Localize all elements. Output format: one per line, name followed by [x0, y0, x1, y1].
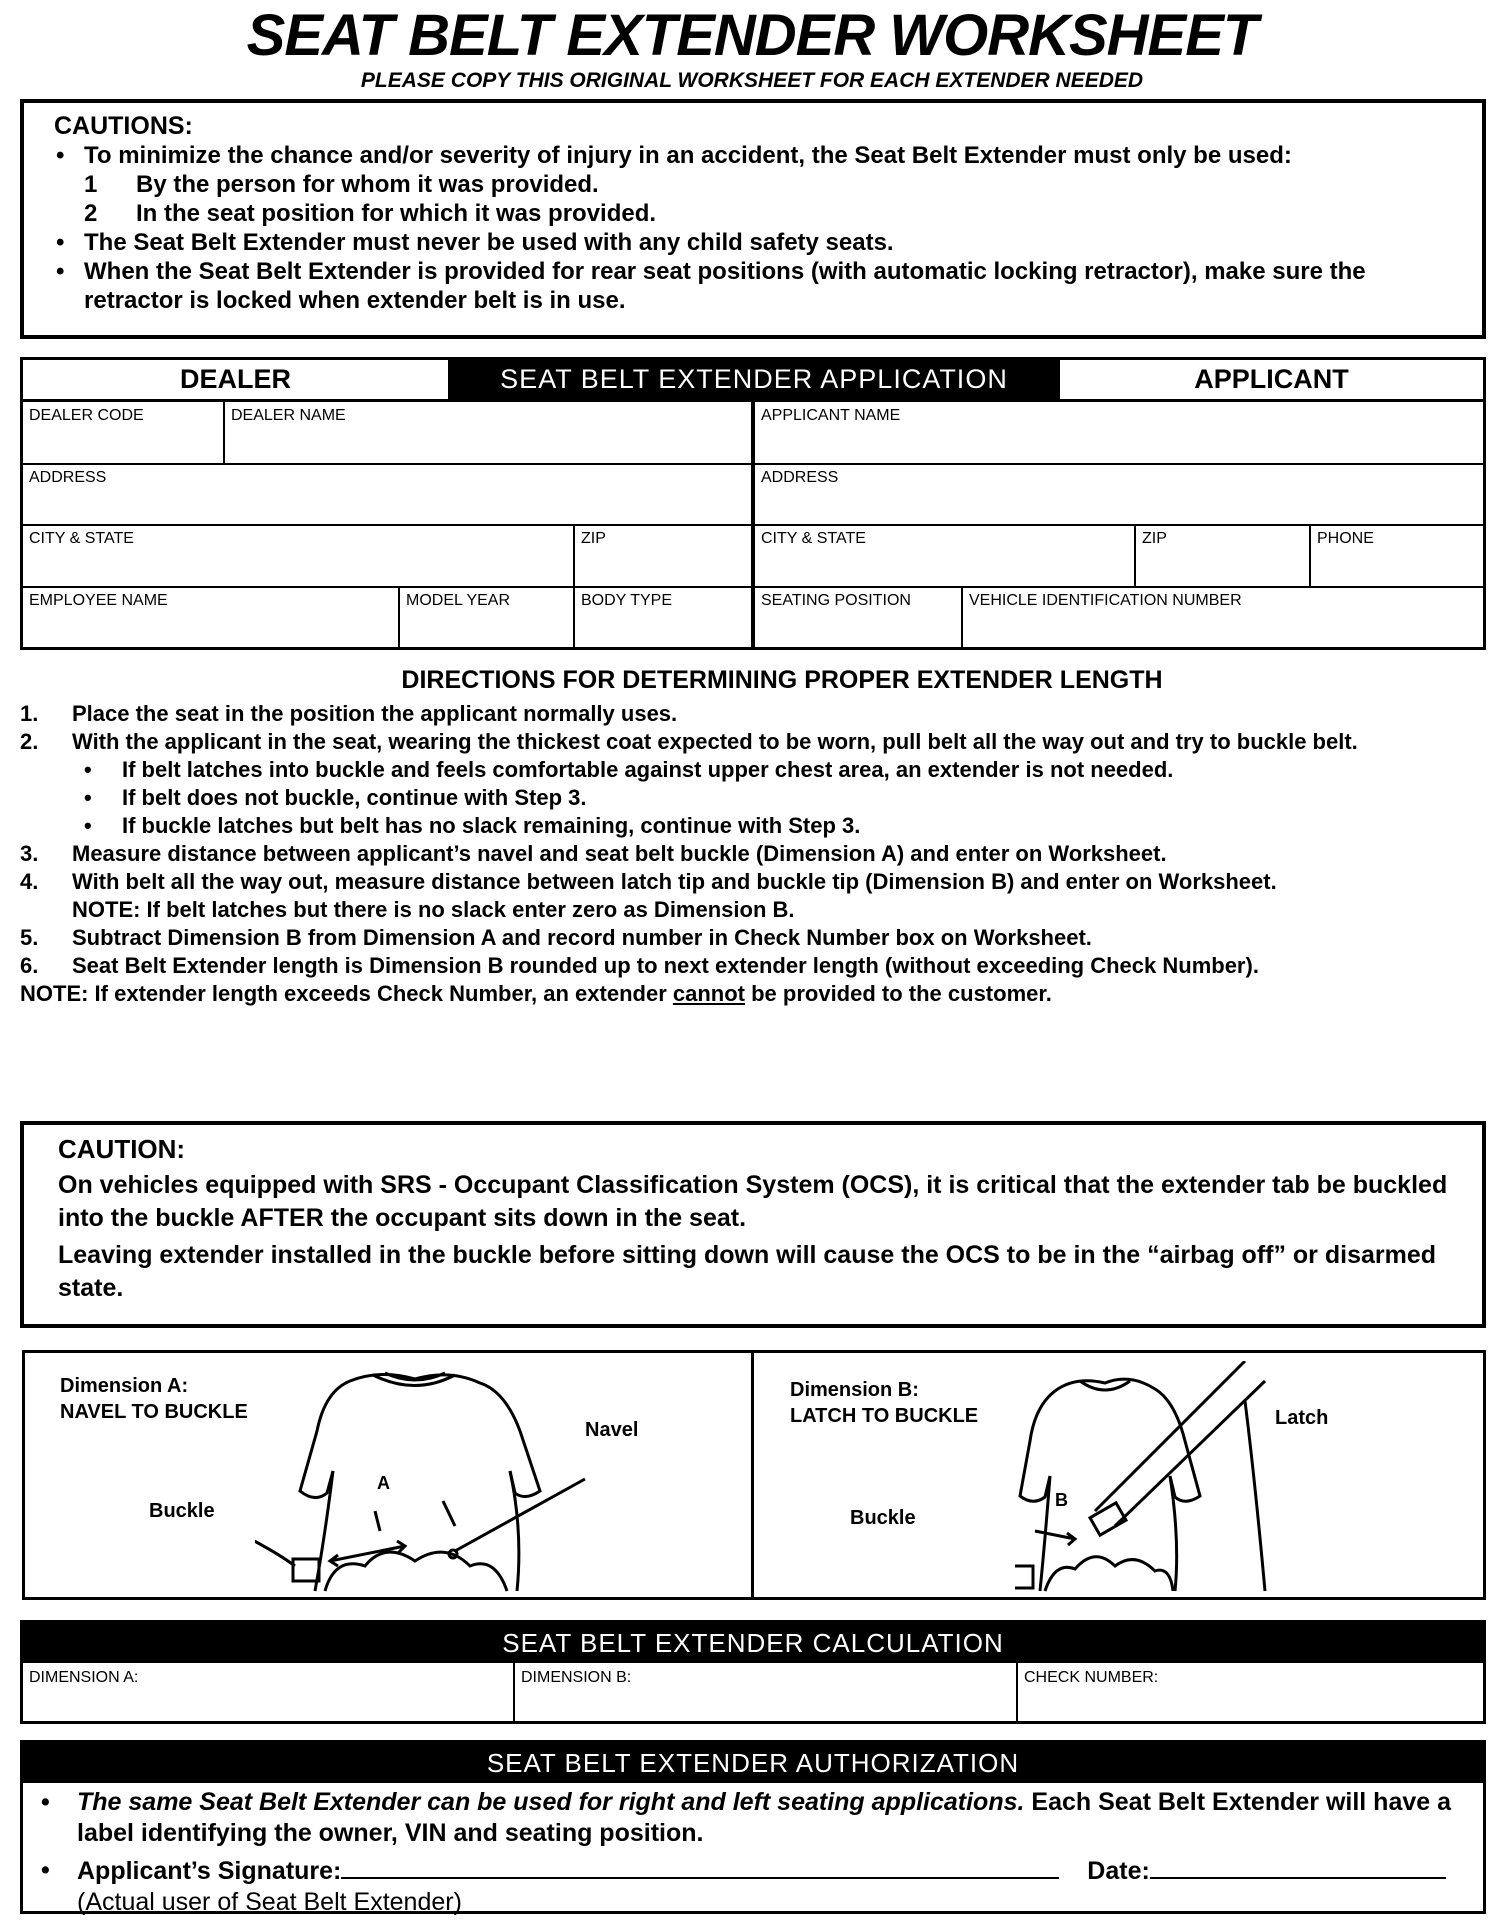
phone-field[interactable]: PHONE	[1317, 530, 1374, 547]
caution-item	[54, 257, 1452, 315]
ocs-caution-text: On vehicles equipped with SRS - Occupant Classification System (OCS), it is critical that the extender tab be buckled into the buckle AFTER the occupant sits down in the seat.	[58, 1171, 1448, 1232]
caution-text: The Seat Belt Extender must never be used with any child safety seats.	[84, 229, 894, 256]
direction-step	[20, 952, 1270, 980]
applicant-header: APPLICANT	[1194, 364, 1349, 394]
buckle-label: Buckle	[149, 1500, 215, 1522]
torso-b-illustration	[1015, 1361, 1275, 1597]
dealer-code-field[interactable]: DEALER CODE	[29, 407, 144, 424]
authorization-text: Each Seat Belt Extender will have a label identifying the owner, VIN and seating position.	[77, 1788, 1452, 1847]
step-text: Subtract Dimension B from Dimension A and record number in Check Number box on Worksheet.	[72, 925, 1092, 950]
step-number: 3.	[20, 841, 39, 866]
ocs-caution-box	[20, 1121, 1486, 1328]
calculation-table	[20, 1620, 1486, 1724]
directions-note	[20, 980, 1490, 1008]
date-label: Date:	[1087, 1857, 1150, 1885]
step-text: With the applicant in the seat, wearing the thickest coat expected to be worn, pull belt all the way out and try to buckle belt.	[72, 729, 1358, 754]
direction-bullet: • If belt latches into buckle and feels comfortable against upper chest area, an extender is not needed.	[20, 756, 1490, 784]
applicant-name-field[interactable]: APPLICANT NAME	[761, 407, 901, 424]
signature-label: Applicant’s Signature:	[77, 1857, 342, 1885]
dimension-a-subtitle: NAVEL TO BUCKLE	[60, 1401, 248, 1423]
check-number-field[interactable]: CHECK NUMBER:	[1024, 1669, 1159, 1686]
step-note: NOTE: If belt latches but there is no slack enter zero as Dimension B.	[72, 897, 795, 922]
caution-subitem	[54, 199, 1452, 228]
direction-step	[20, 868, 1300, 896]
signature-note-row	[37, 1887, 1471, 1918]
step-number: 4.	[20, 869, 39, 894]
cautions-box	[20, 99, 1486, 339]
application-table	[20, 357, 1486, 650]
subitem-number: 1	[84, 171, 98, 198]
dimension-b-title: Dimension B:	[790, 1379, 919, 1401]
navel-label: Navel	[585, 1419, 639, 1441]
ocs-caution-text: Leaving extender installed in the buckle before sitting down will cause the OCS to be in the “airbag off” or disarmed state.	[58, 1241, 1437, 1302]
dimension-b-field[interactable]: DIMENSION B:	[521, 1669, 632, 1686]
authorization-header: SEAT BELT EXTENDER AUTHORIZATION	[23, 1743, 1483, 1783]
note-emphasis: cannot	[672, 981, 745, 1006]
page-subtitle: PLEASE COPY THIS ORIGINAL WORKSHEET FOR EACH EXTENDER NEEDED	[360, 69, 1144, 92]
step-text: With belt all the way out, measure distance between latch tip and buckle tip (Dimension B) and enter on Worksheet.	[72, 869, 1277, 894]
employee-name-field[interactable]: EMPLOYEE NAME	[29, 592, 168, 609]
vin-field[interactable]: VEHICLE IDENTIFICATION NUMBER	[969, 592, 1242, 609]
dimension-b-subtitle: LATCH TO BUCKLE	[790, 1405, 979, 1427]
dimension-a-title: Dimension A:	[60, 1375, 189, 1397]
caution-subitem	[54, 170, 1452, 199]
step-number: 2.	[20, 729, 39, 754]
caution-text: When the Seat Belt Extender is provided for rear seat positions (with automatic locking retractor), make sure the retractor is locked when extender belt is in use.	[84, 258, 1366, 314]
direction-step	[20, 840, 1490, 868]
authorization-item	[37, 1787, 1471, 1849]
application-title: SEAT BELT EXTENDER APPLICATION	[448, 360, 1060, 399]
dimension-a-field[interactable]: DIMENSION A:	[29, 1669, 139, 1686]
signature-line[interactable]	[341, 1855, 1059, 1879]
torso-a-illustration	[255, 1361, 615, 1597]
directions-title: DIRECTIONS FOR DETERMINING PROPER EXTENDER LENGTH	[401, 666, 1163, 694]
dimension-a-letter: A	[377, 1473, 390, 1493]
date-line[interactable]	[1150, 1855, 1446, 1879]
step-number: 1.	[20, 701, 39, 726]
application-header	[23, 360, 1483, 402]
directions-list	[20, 700, 1490, 1008]
direction-bullet: • If buckle latches but belt has no slack remaining, continue with Step 3.	[20, 812, 1490, 840]
column-divider	[751, 402, 755, 647]
caution-text: To minimize the chance and/or severity of injury in an accident, the Seat Belt Extender must only be used:	[84, 142, 1292, 169]
step-text: Measure distance between applicant’s navel and seat belt buckle (Dimension A) and enter on Worksheet.	[72, 841, 1167, 866]
dealer-city-state-field[interactable]: CITY & STATE	[29, 530, 134, 547]
direction-step	[20, 924, 1490, 952]
page-title: SEAT BELT EXTENDER WORKSHEET	[246, 3, 1258, 68]
ocs-caution-heading: CAUTION:	[58, 1134, 186, 1164]
direction-step	[20, 728, 1420, 756]
subitem-text: In the seat position for which it was provided.	[136, 200, 657, 227]
step-text: Seat Belt Extender length is Dimension B rounded up to next extender length (without exceeding Check Number).	[72, 953, 1259, 978]
dealer-name-field[interactable]: DEALER NAME	[231, 407, 346, 424]
model-year-field[interactable]: MODEL YEAR	[406, 592, 511, 609]
body-type-field[interactable]: BODY TYPE	[581, 592, 672, 609]
step-number: 5.	[20, 925, 39, 950]
latch-label: Latch	[1275, 1407, 1329, 1429]
note-text: NOTE: If extender length exceeds Check Number, an extender	[20, 981, 673, 1006]
dealer-address-field[interactable]: ADDRESS	[29, 469, 107, 486]
applicant-city-state-field[interactable]: CITY & STATE	[761, 530, 866, 547]
seating-position-field[interactable]: SEATING POSITION	[761, 592, 911, 609]
subitem-number: 2	[84, 200, 98, 227]
cautions-heading: CAUTIONS:	[54, 112, 193, 140]
buckle-label: Buckle	[850, 1507, 916, 1529]
step-text: Place the seat in the position the applicant normally uses.	[72, 701, 678, 726]
dealer-header: DEALER	[179, 364, 291, 394]
applicant-address-field[interactable]: ADDRESS	[761, 469, 839, 486]
applicant-zip-field[interactable]: ZIP	[1142, 530, 1167, 547]
subitem-text: By the person for whom it was provided.	[136, 171, 599, 198]
direction-step	[20, 700, 1490, 728]
diagram-divider	[751, 1353, 754, 1597]
signature-row	[37, 1855, 1471, 1887]
authorization-section	[20, 1740, 1486, 1914]
dealer-zip-field[interactable]: ZIP	[581, 530, 606, 547]
signature-note: (Actual user of Seat Belt Extender)	[77, 1888, 462, 1916]
authorization-italic: The same Seat Belt Extender can be used for right and left seating applications.	[77, 1788, 1025, 1816]
calculation-header: SEAT BELT EXTENDER CALCULATION	[23, 1623, 1483, 1663]
note-text: be provided to the customer.	[745, 981, 1052, 1006]
dimension-b-letter: B	[1055, 1490, 1068, 1510]
step-number: 6.	[20, 953, 39, 978]
dimension-diagrams	[22, 1350, 1486, 1600]
direction-bullet: • If belt does not buckle, continue with Step 3.	[20, 784, 1490, 812]
caution-item	[54, 228, 1452, 257]
caution-item	[54, 141, 1452, 170]
